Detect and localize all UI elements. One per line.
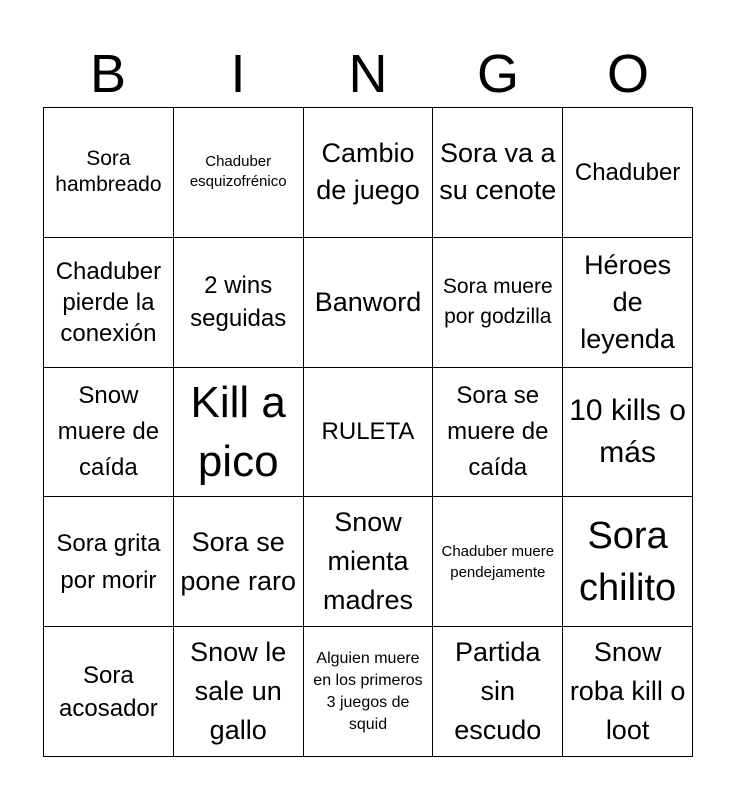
header-letter-o: O: [606, 44, 649, 104]
bingo-cell[interactable]: [174, 108, 304, 238]
bingo-cell[interactable]: [563, 368, 693, 498]
cell-text: Alguien muere en los primeros 3 juegos de squid: [313, 649, 423, 733]
cell-text: Sora grita por morir: [56, 529, 161, 594]
cell-text: Chaduber pierde la conexión: [55, 257, 162, 347]
cell-text: Sora muere por godzilla: [442, 275, 553, 329]
bingo-cell[interactable]: [563, 108, 693, 238]
bingo-cell[interactable]: [174, 627, 304, 757]
bingo-cell[interactable]: [304, 368, 434, 498]
cell-text: Sora se muere de caída: [447, 381, 549, 481]
cell-text: Héroes de leyenda: [580, 249, 675, 354]
cell-text: Sora hambreado: [55, 147, 162, 197]
cell-text: RULETA: [321, 418, 415, 446]
header-letter-n: N: [348, 44, 388, 104]
bingo-cell[interactable]: [563, 238, 693, 368]
cell-text: Chaduber: [574, 158, 681, 186]
bingo-card-grid: [43, 107, 693, 757]
bingo-cell[interactable]: [174, 497, 304, 627]
cell-text: Cambio de juego: [316, 138, 420, 206]
header-letter-g: G: [476, 44, 519, 104]
bingo-cell[interactable]: [433, 238, 563, 368]
cell-text: Sora va a su cenote: [439, 138, 557, 206]
bingo-cell[interactable]: [563, 497, 693, 627]
cell-text: Kill a pico: [190, 377, 286, 486]
bingo-cell[interactable]: [44, 627, 174, 757]
cell-text: Snow mienta madres: [322, 507, 413, 616]
cell-text: Chaduber muere pendejamente: [441, 542, 555, 581]
header-letter-i: I: [230, 44, 246, 104]
bingo-cell[interactable]: [44, 368, 174, 498]
bingo-cell[interactable]: [304, 108, 434, 238]
bingo-cell[interactable]: [44, 108, 174, 238]
cell-text: Snow muere de caída: [57, 381, 160, 481]
cell-text: Banword: [314, 286, 422, 317]
bingo-cell[interactable]: [304, 238, 434, 368]
cell-text: 10 kills o más: [569, 393, 686, 469]
bingo-cell[interactable]: [433, 497, 563, 627]
cell-text: Sora se pone raro: [180, 526, 296, 596]
bingo-cell[interactable]: [304, 627, 434, 757]
bingo-cell[interactable]: [44, 238, 174, 368]
bingo-header: [43, 40, 693, 108]
bingo-cell[interactable]: [433, 108, 563, 238]
bingo-cell[interactable]: [433, 368, 563, 498]
cell-text: Partida sin escudo: [454, 637, 542, 746]
cell-text: Chaduber esquizofrénico: [189, 153, 287, 191]
bingo-cell[interactable]: [174, 368, 304, 498]
cell-text: Sora chilito: [579, 514, 677, 609]
header-letter-b: B: [89, 44, 127, 104]
cell-text: Sora acosador: [59, 661, 158, 722]
bingo-cell[interactable]: [433, 627, 563, 757]
bingo-cell[interactable]: [174, 238, 304, 368]
cell-text: Snow le sale un gallo: [190, 637, 287, 746]
cell-text: Snow roba kill o loot: [569, 637, 686, 746]
bingo-cell[interactable]: [304, 497, 434, 627]
cell-text: 2 wins seguidas: [190, 272, 287, 333]
bingo-cell[interactable]: [563, 627, 693, 757]
bingo-cell[interactable]: [44, 497, 174, 627]
